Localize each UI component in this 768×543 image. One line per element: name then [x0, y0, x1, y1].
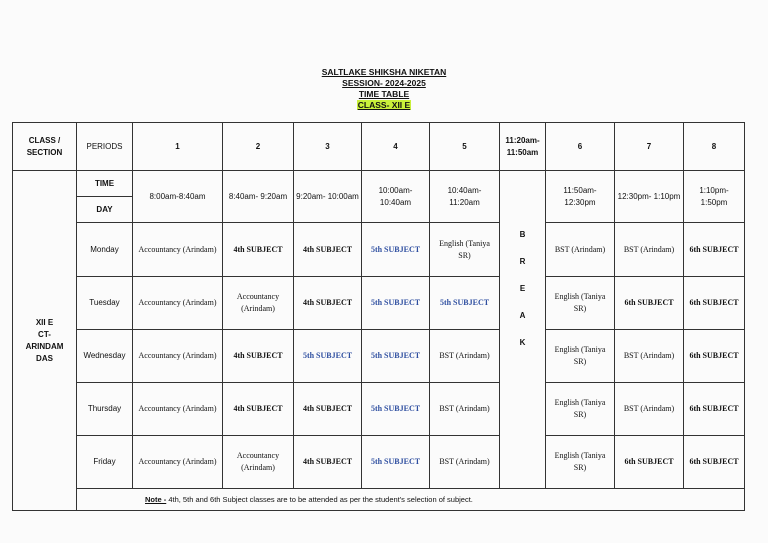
class-cell: BST (Arindam) — [430, 436, 500, 489]
class-cell: Accountancy (Arindam) — [133, 277, 223, 330]
class-cell: Accountancy (Arindam) — [133, 436, 223, 489]
day-cell: Tuesday — [77, 277, 133, 330]
time-cell: 1:10pm- 1:50pm — [684, 171, 745, 223]
class-cell: Accountancy (Arindam) — [223, 436, 294, 489]
session-label: SESSION- 2024-2025 — [342, 78, 426, 88]
period-number: 5 — [430, 123, 500, 171]
period-number: 2 — [223, 123, 294, 171]
subject-cell: 4th SUBJECT — [223, 330, 294, 383]
break-letter: B — [519, 230, 526, 239]
class-cell: Accountancy (Arindam) — [223, 277, 294, 330]
document-header — [0, 67, 768, 111]
class-cell: BST (Arindam) — [430, 383, 500, 436]
class-cell: English (Taniya SR) — [430, 223, 500, 277]
day-cell: Wednesday — [77, 330, 133, 383]
period-number: 4 — [362, 123, 430, 171]
time-cell: 10:40am- 11:20am — [430, 171, 500, 223]
break-column — [500, 171, 546, 489]
class-cell: English (Taniya SR) — [546, 383, 615, 436]
time-cell: 11:50am- 12:30pm — [546, 171, 615, 223]
subject-cell: 4th SUBJECT — [223, 223, 294, 277]
class-cell: BST (Arindam) — [615, 383, 684, 436]
timetable — [12, 122, 745, 511]
class-cell: BST (Arindam) — [615, 223, 684, 277]
note-text: 4th, 5th and 6th Subject classes are to be attended as per the student's selection of subject. — [168, 494, 473, 504]
subject-cell: 6th SUBJECT — [684, 330, 745, 383]
subject-cell: 5th SUBJECT — [362, 383, 430, 436]
break-time: 11:20am- 11:50am — [500, 123, 546, 171]
subject-cell: 6th SUBJECT — [684, 223, 745, 277]
class-label: CLASS- XII E — [357, 100, 411, 110]
table-row — [13, 277, 745, 330]
period-number: 8 — [684, 123, 745, 171]
section-cell: XII E CT- ARINDAM DAS — [13, 171, 77, 511]
period-number: 1 — [133, 123, 223, 171]
subject-cell: 5th SUBJECT — [294, 330, 362, 383]
class-cell: BST (Arindam) — [430, 330, 500, 383]
break-letter: E — [519, 284, 526, 293]
subject-cell: 5th SUBJECT — [362, 330, 430, 383]
subject-cell: 6th SUBJECT — [615, 277, 684, 330]
subject-cell: 4th SUBJECT — [294, 277, 362, 330]
doc-title: TIME TABLE — [358, 89, 410, 99]
note — [77, 489, 745, 511]
subject-cell: 5th SUBJECT — [430, 277, 500, 330]
periods-header: PERIODS — [77, 123, 133, 171]
period-number: 6 — [546, 123, 615, 171]
time-cell: 8:00am-8:40am — [133, 171, 223, 223]
subject-cell: 6th SUBJECT — [615, 436, 684, 489]
class-cell: Accountancy (Arindam) — [133, 330, 223, 383]
break-letter: R — [519, 257, 526, 266]
class-cell: BST (Arindam) — [615, 330, 684, 383]
subject-cell: 4th SUBJECT — [223, 383, 294, 436]
subject-cell: 4th SUBJECT — [294, 223, 362, 277]
table-row — [13, 383, 745, 436]
table-row — [13, 436, 745, 489]
break-letter: A — [519, 311, 526, 320]
class-section-header: CLASS / SECTION — [13, 123, 77, 171]
subject-cell: 6th SUBJECT — [684, 383, 745, 436]
time-cell: 8:40am- 9:20am — [223, 171, 294, 223]
day-cell: Friday — [77, 436, 133, 489]
class-cell: English (Taniya SR) — [546, 436, 615, 489]
class-cell: BST (Arindam) — [546, 223, 615, 277]
subject-cell: 4th SUBJECT — [294, 436, 362, 489]
note-label: Note - — [145, 494, 167, 504]
time-cell: 9:20am- 10:00am — [294, 171, 362, 223]
class-cell: English (Taniya SR) — [546, 277, 615, 330]
subject-cell: 4th SUBJECT — [294, 383, 362, 436]
table-row — [13, 223, 745, 277]
subject-cell: 6th SUBJECT — [684, 436, 745, 489]
time-cell: 12:30pm- 1:10pm — [615, 171, 684, 223]
subject-cell: 5th SUBJECT — [362, 223, 430, 277]
subject-cell: 6th SUBJECT — [684, 277, 745, 330]
period-number: 3 — [294, 123, 362, 171]
class-cell: English (Taniya SR) — [546, 330, 615, 383]
time-label: TIME — [77, 171, 133, 197]
day-label: DAY — [77, 197, 133, 223]
break-letter: K — [519, 338, 526, 347]
table-row — [13, 330, 745, 383]
class-cell: Accountancy (Arindam) — [133, 223, 223, 277]
period-number: 7 — [615, 123, 684, 171]
school-name: SALTLAKE SHIKSHA NIKETAN — [321, 67, 447, 77]
subject-cell: 5th SUBJECT — [362, 277, 430, 330]
subject-cell: 5th SUBJECT — [362, 436, 430, 489]
time-cell: 10:00am- 10:40am — [362, 171, 430, 223]
class-cell: Accountancy (Arindam) — [133, 383, 223, 436]
day-cell: Thursday — [77, 383, 133, 436]
day-cell: Monday — [77, 223, 133, 277]
